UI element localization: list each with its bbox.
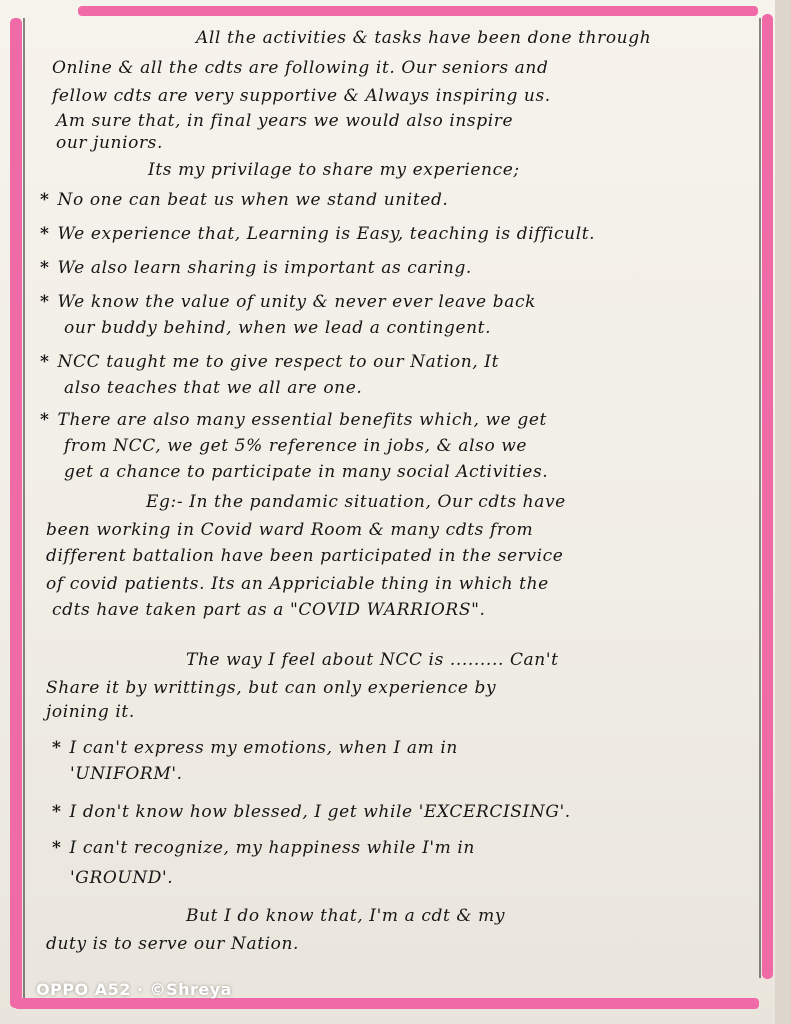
text-line: joining it.	[46, 702, 135, 722]
bullet-text: We know the value of unity & never ever leave back	[57, 292, 536, 312]
margin-line-right	[759, 18, 761, 978]
bullet-text: There are also many essential benefits which, we get	[57, 410, 547, 430]
text-line: been working in Covid ward Room & many cdts from	[46, 520, 534, 540]
text-line: 'UNIFORM'.	[70, 764, 183, 784]
text-line: get a chance to participate in many social Activities.	[64, 462, 549, 482]
bullet-star: *	[40, 410, 50, 430]
text-line: also teaches that we all are one.	[64, 378, 363, 398]
text-line: our juniors.	[56, 133, 164, 153]
text-line: Its my privilage to share my experience;	[148, 160, 520, 180]
bullet-star: *	[52, 838, 62, 858]
margin-line-left	[23, 18, 25, 998]
bullet-item	[40, 190, 448, 210]
page-edge	[775, 0, 791, 1024]
bullet-star: *	[52, 738, 62, 758]
text-line: fellow cdts are very supportive & Always inspiring us.	[52, 86, 551, 106]
camera-watermark: OPPO A52 · ©Shreya	[36, 980, 232, 999]
bullet-item	[40, 224, 595, 244]
bullet-item	[52, 802, 571, 822]
pink-border-left	[10, 18, 22, 1008]
text-line: our buddy behind, when we lead a contingent.	[64, 318, 492, 338]
bullet-text: We experience that, Learning is Easy, teaching is difficult.	[57, 224, 596, 244]
text-line: But I do know that, I'm a cdt & my	[186, 906, 506, 926]
pink-border-right	[762, 14, 773, 979]
bullet-item	[40, 258, 472, 278]
bullet-star: *	[40, 352, 50, 372]
text-line: 'GROUND'.	[70, 868, 174, 888]
bullet-text: We also learn sharing is important as caring.	[57, 258, 472, 278]
bullet-star: *	[40, 292, 50, 312]
bullet-item	[40, 292, 536, 312]
bullet-star: *	[40, 258, 50, 278]
bullet-star: *	[40, 224, 50, 244]
text-line: cdts have taken part as a "COVID WARRIORS".	[52, 600, 486, 620]
text-line: Am sure that, in final years we would also inspire	[56, 111, 514, 131]
text-line: Share it by writtings, but can only experience by	[46, 678, 497, 698]
text-line: Eg:- In the pandamic situation, Our cdts have	[146, 492, 566, 512]
text-line: All the activities & tasks have been done through	[196, 28, 652, 48]
pink-border-top	[78, 6, 758, 16]
bullet-text: I don't know how blessed, I get while 'EXCERCISING'.	[69, 802, 571, 822]
bullet-star: *	[40, 190, 50, 210]
bullet-item	[40, 352, 499, 372]
bullet-text: I can't recognize, my happiness while I'm in	[69, 838, 475, 858]
bullet-item	[52, 838, 475, 858]
bullet-item	[40, 410, 547, 430]
text-line: Online & all the cdts are following it. Our seniors and	[52, 58, 549, 78]
text-line: from NCC, we get 5% reference in jobs, & also we	[64, 436, 528, 456]
bullet-text: NCC taught me to give respect to our Nation, It	[57, 352, 500, 372]
bullet-text: No one can beat us when we stand united.	[57, 190, 449, 210]
text-line: The way I feel about NCC is ......... Can't	[186, 650, 559, 670]
bullet-item	[52, 738, 458, 758]
pink-border-bottom	[14, 998, 759, 1009]
text-line: duty is to serve our Nation.	[46, 934, 300, 954]
bullet-text: I can't express my emotions, when I am in	[69, 738, 458, 758]
bullet-star: *	[52, 802, 62, 822]
text-line: of covid patients. Its an Appriciable thing in which the	[46, 574, 549, 594]
text-line: different battalion have been participated in the service	[46, 546, 564, 566]
